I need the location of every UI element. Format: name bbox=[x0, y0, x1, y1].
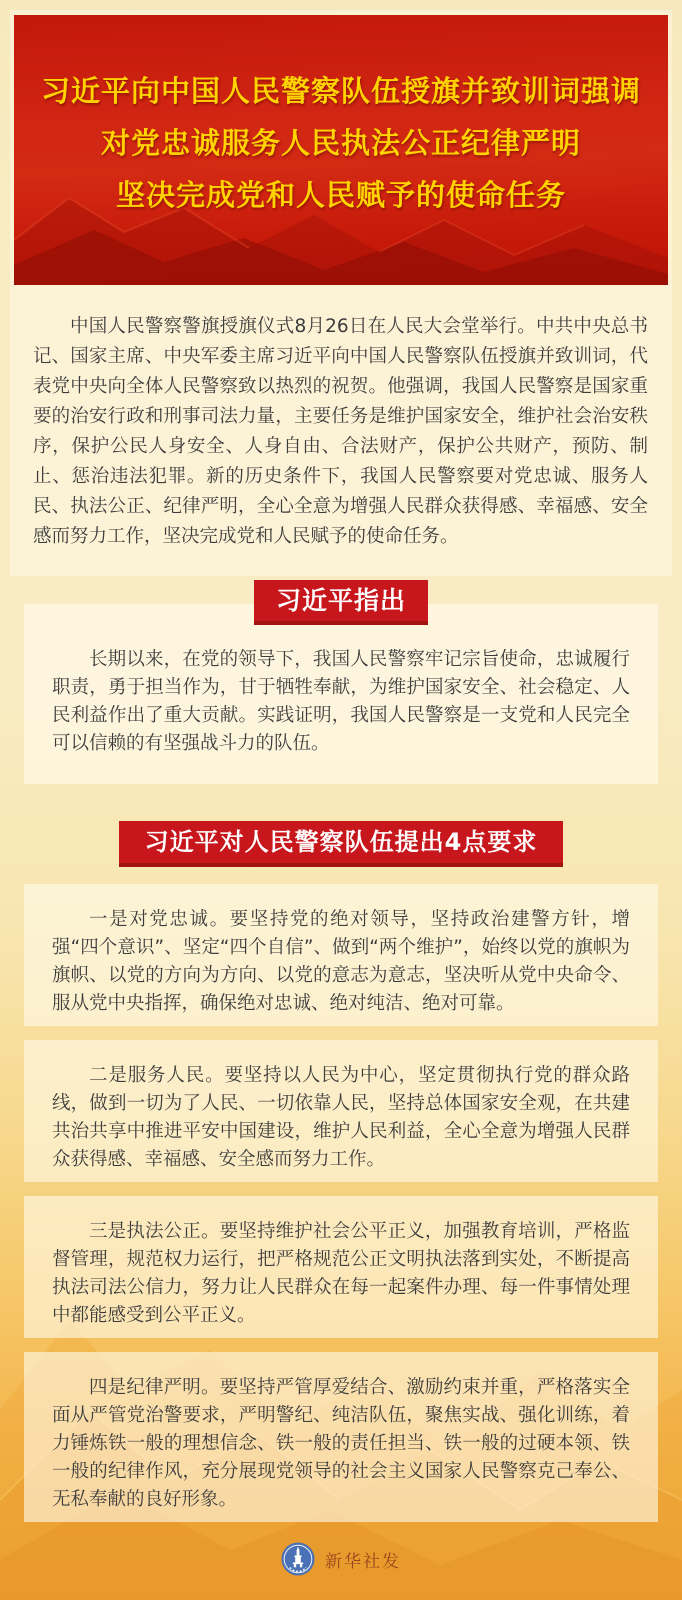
requirement-text-1: 一是对党忠诚。要坚持党的绝对领导，坚持政治建警方针，增强“四个意识”、坚定“四个自信”、做到“两个维护”，始终以党的旗帜为旗帜、以党的方向为方向、以党的意志为意志，坚决听从党中央命令、服从党中央指挥，确保绝对忠诚、绝对纯洁、绝对可靠。 bbox=[52, 909, 630, 1014]
quote-badge: 习近平指出 bbox=[254, 580, 428, 625]
title-line-1: 习近平向中国人民警察队伍授旗并致训词强调 bbox=[40, 74, 641, 108]
quote-text: 长期以来，在党的领导下，我国人民警察牢记宗旨使命，忠诚履行职责，勇于担当作为，甘于牺牲奉献，为维护国家安全、社会稳定、人民利益作出了重大贡献。实践证明，我国人民警察是一支党和人民完全可以信赖的有坚强战斗力的队伍。 bbox=[52, 649, 630, 754]
requirement-box-1 bbox=[24, 884, 658, 1026]
requirement-box-3 bbox=[24, 1196, 658, 1338]
footer bbox=[0, 1542, 682, 1576]
requirements-badge: 习近平对人民警察队伍提出4点要求 bbox=[119, 821, 564, 867]
requirement-text-2: 二是服务人民。要坚持以人民为中心，坚定贯彻执行党的群众路线，做到一切为了人民、一切依靠人民，坚持总体国家安全观，在共建共治共享中推进平安中国建设，维护人民利益，全心全意为增强人民群众获得感、幸福感、安全感而努力工作。 bbox=[52, 1065, 630, 1170]
title-line-2: 对党忠诚服务人民执法公正纪律严明 bbox=[100, 126, 581, 160]
requirements-badge-row bbox=[0, 821, 682, 867]
quote-box bbox=[24, 604, 658, 784]
intro-paragraph: 中国人民警察警旗授旗仪式8月26日在人民大会堂举行。中共中央总书记、国家主席、中央军委主席习近平向中国人民警察队伍授旗并致训词，代表党中央向全体人民警察致以热烈的祝贺。他强调，我国人民警察是国家重要的治安行政和刑事司法力量，主要任务是维护国家安全，维护社会治安秩序，保护公民人身安全、人身自由、合法财产，保护公共财产，预防、制止、惩治违法犯罪。新的历史条件下，我国人民警察要对党忠诚、服务人民、执法公正、纪律严明，全心全意为增强人民群众获得感、幸福感、安全感而努力工作，坚决完成党和人民赋予的使命任务。 bbox=[33, 316, 648, 547]
requirement-text-3: 三是执法公正。要坚持维护社会公平正义，加强教育培训，严格监督管理，规范权力运行，把严格规范公正文明执法落到实处，不断提高执法司法公信力，努力让人民群众在每一起案件办理、每一件事情处理中都能感受到公平正义。 bbox=[52, 1221, 630, 1326]
requirement-box-4 bbox=[24, 1352, 658, 1522]
requirement-box-2 bbox=[24, 1040, 658, 1182]
xinhua-logo-icon bbox=[281, 1542, 315, 1576]
title-banner bbox=[14, 15, 668, 285]
requirement-text-4: 四是纪律严明。要坚持严管厚爱结合、激励约束并重，严格落实全面从严管党治警要求，严明警纪、纯洁队伍，聚焦实战、强化训练，着力锤炼铁一般的理想信念、铁一般的责任担当、铁一般的过硬本领、铁一般的纪律作风，充分展现党领导的社会主义国家人民警察克己奉公、无私奉献的良好形象。 bbox=[52, 1377, 630, 1510]
title-line-3: 坚决完成党和人民赋予的使命任务 bbox=[115, 178, 566, 212]
poster-title bbox=[14, 15, 668, 221]
quote-badge-row bbox=[0, 580, 682, 625]
credit-text: 新华社发 bbox=[325, 1551, 401, 1572]
